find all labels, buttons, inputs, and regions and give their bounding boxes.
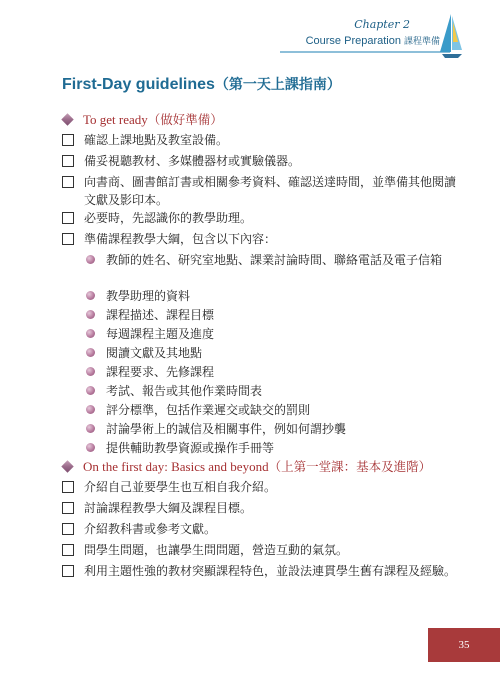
chapter-label: Chapter 2 xyxy=(354,18,410,31)
checklist-item-text: 確認上課地點及教室設備。 xyxy=(84,133,229,147)
syllabus-item-text: 教師的姓名、研究室地點、課業討論時間、聯絡電話及電子信箱 xyxy=(106,253,443,267)
checklist-item xyxy=(62,520,458,538)
syllabus-item-text: 提供輔助教學資源或操作手冊等 xyxy=(106,441,275,455)
syllabus-item xyxy=(86,251,458,269)
checkbox-icon xyxy=(62,481,74,493)
syllabus-item xyxy=(86,382,458,400)
checklist-item-text: 討論課程教學大綱及課程目標。 xyxy=(84,501,253,515)
syllabus-item xyxy=(86,363,458,381)
sailboat-icon xyxy=(438,12,464,60)
diamond-bullet-icon xyxy=(61,460,73,472)
checkbox-icon xyxy=(62,544,74,556)
syllabus-item-text: 課程描述、課程目標 xyxy=(106,308,215,322)
section-heading-en: To get ready xyxy=(83,112,148,127)
checklist-item xyxy=(62,478,458,496)
syllabus-item xyxy=(86,325,458,343)
syllabus-item-text: 閱讀文獻及其地點 xyxy=(106,346,203,360)
checklist-item-text: 必要時，先認識你的教學助理。 xyxy=(84,211,253,225)
round-bullet-icon xyxy=(86,405,95,414)
syllabus-item-text: 評分標準，包括作業遲交或缺交的罰則 xyxy=(106,403,311,417)
checkbox-icon xyxy=(62,155,74,167)
syllabus-item xyxy=(86,439,458,457)
checklist-item xyxy=(62,209,458,227)
checklist-item xyxy=(62,131,458,149)
section-heading-zh: （做好準備） xyxy=(147,112,223,127)
checklist-item-text: 介紹教科書或參考文獻。 xyxy=(84,522,217,536)
checkbox-icon xyxy=(62,565,74,577)
page-number: 35 xyxy=(428,628,500,662)
syllabus-item-text: 課程要求、先修課程 xyxy=(106,365,215,379)
syllabus-item xyxy=(86,401,458,419)
checklist-item xyxy=(62,499,458,517)
course-label-en: Course Preparation xyxy=(305,35,401,47)
checklist-item-text: 向書商、圖書館訂書或相關參考資料、確認送達時間，並準備其他閱讀文獻及影印本。 xyxy=(84,175,457,207)
section-heading-en: On the first day: Basics and beyond xyxy=(83,459,269,474)
round-bullet-icon xyxy=(86,443,95,452)
section-heading-zh: （上第一堂課：基本及進階） xyxy=(268,459,432,474)
checklist-item-text: 備妥視聽教材、多媒體器材或實驗儀器。 xyxy=(84,154,301,168)
checklist-item xyxy=(62,541,458,559)
syllabus-item xyxy=(86,344,458,362)
round-bullet-icon xyxy=(86,424,95,433)
section-heading-get-ready xyxy=(62,110,223,128)
checklist-item-text: 利用主題性強的教材突顯課程特色，並設法連貫學生舊有課程及經驗。 xyxy=(84,564,457,578)
page-title-en: First-Day guidelines xyxy=(62,76,215,93)
checklist-item-text: 介紹自己並要學生也互相自我介紹。 xyxy=(84,480,277,494)
syllabus-item xyxy=(86,420,458,438)
checkbox-icon xyxy=(62,233,74,245)
checklist-item-text: 準備課程教學大綱，包含以下內容： xyxy=(84,232,277,246)
syllabus-item-text: 每週課程主題及進度 xyxy=(106,327,215,341)
syllabus-item xyxy=(86,306,458,324)
diamond-bullet-icon xyxy=(61,113,73,125)
header-divider xyxy=(280,51,450,53)
page-title xyxy=(62,74,341,94)
round-bullet-icon xyxy=(86,386,95,395)
page-header xyxy=(0,0,500,70)
round-bullet-icon xyxy=(86,310,95,319)
syllabus-item-text: 教學助理的資料 xyxy=(106,289,191,303)
checkbox-icon xyxy=(62,212,74,224)
checklist-item xyxy=(62,562,458,580)
round-bullet-icon xyxy=(86,255,95,264)
checklist-item xyxy=(62,173,458,209)
course-label xyxy=(306,34,440,47)
checkbox-icon xyxy=(62,176,74,188)
round-bullet-icon xyxy=(86,348,95,357)
round-bullet-icon xyxy=(86,329,95,338)
syllabus-item-text: 討論學術上的誠信及相關事件，例如何謂抄襲 xyxy=(106,422,347,436)
syllabus-item-text: 考試、報告或其他作業時間表 xyxy=(106,384,263,398)
syllabus-item xyxy=(86,287,458,305)
checklist-item xyxy=(62,152,458,170)
checkbox-icon xyxy=(62,523,74,535)
checkbox-icon xyxy=(62,134,74,146)
checklist-item-text: 問學生問題，也讓學生問問題，營造互動的氣氛。 xyxy=(84,543,349,557)
course-label-zh: 課程準備 xyxy=(403,37,440,47)
page-title-zh: （第一天上課指南） xyxy=(214,77,341,93)
section-heading-first-day xyxy=(62,457,431,475)
round-bullet-icon xyxy=(86,291,95,300)
checkbox-icon xyxy=(62,502,74,514)
checklist-item xyxy=(62,230,458,248)
round-bullet-icon xyxy=(86,367,95,376)
